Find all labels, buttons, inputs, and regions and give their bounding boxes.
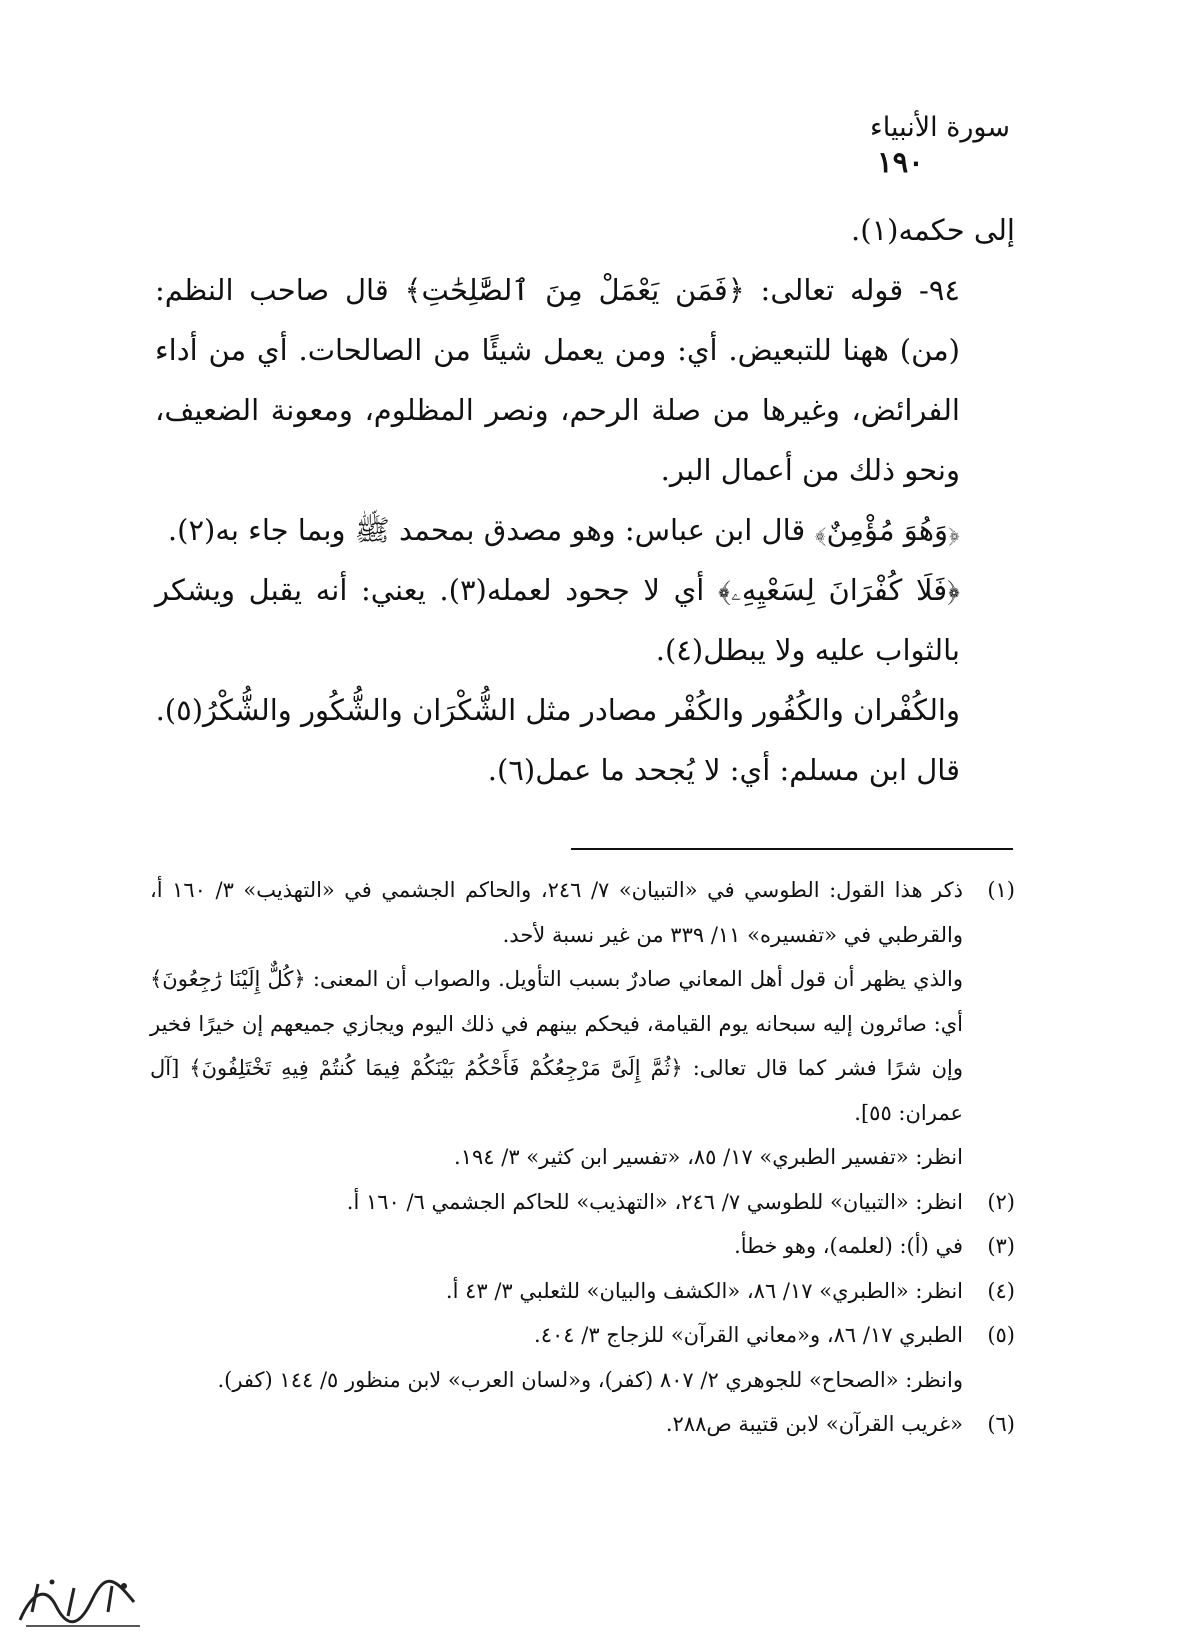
footnote-body — [150, 1224, 963, 1269]
body-paragraph: إلى حكمه(١). — [851, 213, 1015, 247]
calligraphy-stamp-logo — [12, 1572, 152, 1634]
footnote-text: انظر: «التبيان» للطوسي ٧/ ٢٤٦، «التهذيب» للحاكم الجشمي ٦/ ١٦٠ أ. — [346, 1189, 963, 1214]
footnote-number: (٦) — [987, 1412, 1015, 1436]
body-paragraph: ﴿وَهُوَ مُؤْمِنٌ﴾ قال ابن عباس: وهو مصدق بمحمد ﷺ وبما جاء به(٢). — [167, 513, 960, 547]
footnote-body — [150, 868, 963, 1180]
footnote-number: (٢) — [987, 1189, 1015, 1214]
footnote — [150, 868, 1015, 1180]
footnotes — [150, 868, 1015, 1447]
body-paragraph: والكُفْران والكُفُور والكُفْر مصادر مثل الشُّكْرَان والشُّكُور والشُّكْرُ(٥). — [155, 693, 960, 727]
footnote-body — [150, 1313, 963, 1402]
footnote-text: الطبري ١٧/ ٨٦، و«معاني القرآن» للزجاج ٣/ ٤٠٤. — [534, 1323, 963, 1347]
footnote — [150, 1180, 1015, 1225]
footnote-text: انظر: «الطبري» ١٧/ ٨٦، «الكشف والبيان» للثعلبي ٣/ ٤٣ أ. — [445, 1278, 963, 1303]
footnote-text: في (أ): (لعلمه)، وهو خطأ. — [734, 1234, 963, 1258]
footnote-body — [150, 1402, 963, 1447]
body-paragraph: قال ابن مسلم: أي: لا يُجحد ما عمل(٦). — [487, 753, 960, 787]
footnote-body — [150, 1269, 963, 1314]
page-number: ١٩٠ — [877, 145, 924, 179]
footnote-text: وانظر: «الصحاح» للجوهري ٢/ ٨٠٧ (كفر)، و«لسان العرب» لابن منظور ٥/ ١٤٤ (كفر). — [217, 1367, 963, 1392]
footnote-text: انظر: «تفسير الطبري» ١٧/ ٨٥، «تفسير ابن كثير» ٣/ ١٩٤. — [454, 1145, 963, 1169]
footnote — [150, 1402, 1015, 1447]
footnote-number: (١) — [987, 878, 1015, 902]
footnote-number: (٣) — [987, 1234, 1015, 1258]
footnote-number: (٤) — [987, 1278, 1015, 1303]
body-paragraph: ﴿فَلَا كُفْرَانَ لِسَعْيِهِۦ﴾ أي لا جحود لعمله(٣). يعني: أنه يقبل ويشكر بالثواب عليه ولا يبطل(٤). — [155, 573, 960, 667]
footnote-body — [150, 1180, 963, 1225]
footnote-number: (٥) — [987, 1323, 1015, 1347]
footnote — [150, 1269, 1015, 1314]
body-paragraph: ٩٤- قوله تعالى: ﴿فَمَن يَعْمَلْ مِنَ ٱلصَّٰلِحَٰتِ﴾ قال صاحب النظم: (من) ههنا للتبعيض. أي: ومن يعمل شيئًا من الصالحات. أي من أداء الفرائض، وغيرها من صلة الرحم، ونصر المظلوم، ومعونة الضعيف، ونحو ذلك من أعمال البر. — [155, 273, 960, 487]
footnote-separator — [571, 848, 1013, 850]
footnote-text: «غريب القرآن» لابن قتيبة ص٢٨٨. — [665, 1412, 963, 1436]
footnote-text: والذي يظهر أن قول أهل المعاني صادرٌ بسبب التأويل. والصواب أن المعنى: ﴿كُلٌّ إِلَيْنَا رَٰجِعُونَ﴾ أي: صائرون إليه سبحانه يوم القيامة، فيحكم بينهم في ذلك اليوم ويجازي جميعهم إن خيرًا فخير وإن شرًا فشر كما قال تعالى: ﴿ثُمَّ إِلَىَّ مَرْجِعُكُمْ فَأَحْكُمُ بَيْنَكُمْ فِيمَا كُنتُمْ فِيهِ تَخْتَلِفُونَ﴾ [آل عمران: ٥٥]. — [150, 967, 963, 1125]
surah-title: سورة الأنبياء — [870, 112, 1010, 143]
footnote — [150, 1224, 1015, 1269]
footnote-text: ذكر هذا القول: الطوسي في «التبيان» ٧/ ٢٤٦، والحاكم الجشمي في «التهذيب» ٣/ ١٦٠ أ، والقرطبي في «تفسيره» ١١/ ٣٣٩ من غير نسبة لأحد. — [150, 878, 963, 947]
footnote — [150, 1313, 1015, 1402]
main-text — [155, 200, 1015, 800]
